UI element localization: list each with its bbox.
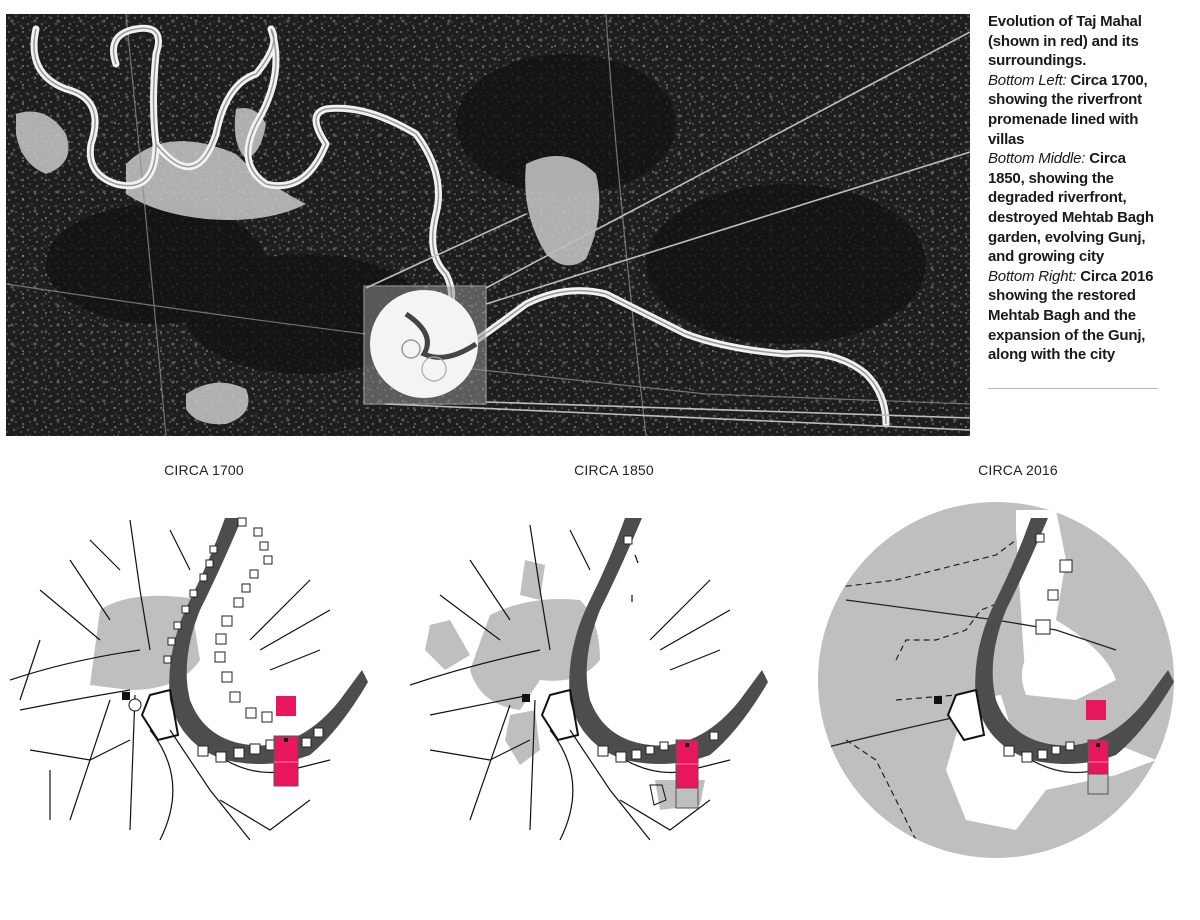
caption-text-middle: Circa 1850, showing the degraded riverfront, destroyed Mehtab Bagh garden, evolving Gunj, and growing city — [988, 150, 1154, 266]
caption-title: Evolution of Taj Mahal (shown in red) and its surroundings. — [988, 13, 1142, 70]
map-circa-1700 — [10, 500, 380, 880]
map-circa-2016 — [816, 500, 1186, 880]
caption-text-right: Circa 2016 showing the restored Mehtab Bagh and the expansion of the Gunj, along with the city — [988, 267, 1154, 364]
satellite-map — [6, 14, 970, 436]
inset-highlight — [364, 286, 486, 404]
caption-lead-right: Bottom Right: — [988, 267, 1077, 285]
panel-label-2016: CIRCA 2016 — [978, 462, 1058, 478]
map-circa-1850 — [410, 500, 780, 880]
figure-caption — [988, 12, 1160, 365]
panel-label-1700: CIRCA 1700 — [164, 462, 244, 478]
caption-divider — [988, 388, 1158, 389]
caption-text-left: Circa 1700, showing the riverfront promenade lined with villas — [988, 71, 1148, 148]
caption-lead-middle: Bottom Middle: — [988, 150, 1086, 168]
caption-lead-left: Bottom Left: — [988, 71, 1067, 89]
panel-label-1850: CIRCA 1850 — [574, 462, 654, 478]
